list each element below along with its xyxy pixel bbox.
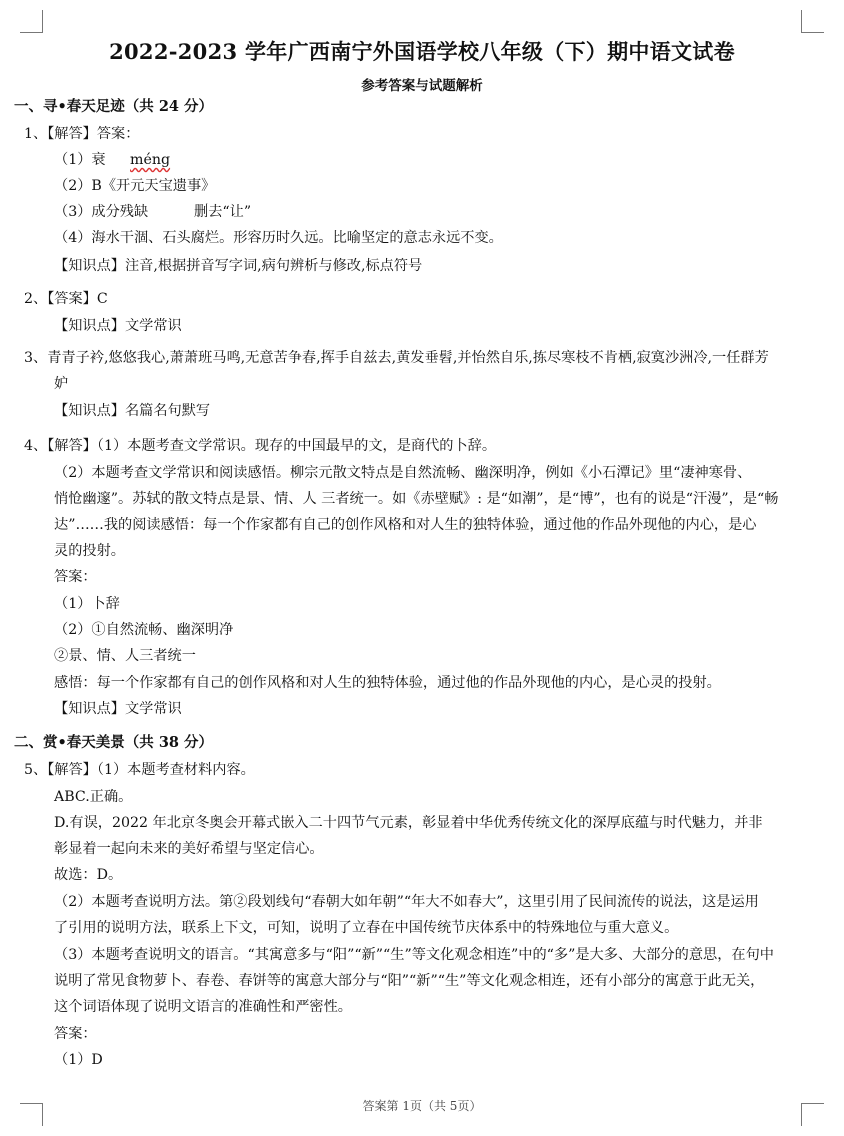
text-line: 感悟：每一个作家都有自己的创作风格和对人生的独特体验，通过他的作品外现他的内心，是心灵的投射。 xyxy=(54,675,721,691)
text-line: 4、【解答】（1）本题考查文学常识。现存的中国最早的文，是商代的卜辞。 xyxy=(24,438,497,454)
text-line: 1、【解答】答案： xyxy=(24,126,140,142)
text-line: 悄怆幽邃”。苏轼的散文特点是景、情、人 三者统一。如《赤壁赋》: 是“如潮”，是“博”，也有的说是“汗漫”，是“畅 xyxy=(54,491,779,507)
section-heading: 二、赏•春天美景（共 38 分） xyxy=(14,734,214,751)
text-line: 删去“让” xyxy=(194,204,252,220)
text-line: 彰显着一起向未来的美好希望与坚定信心。 xyxy=(54,841,324,857)
text-line: 灵的投射。 xyxy=(54,543,125,559)
text-line: 【知识点】注音,根据拼音写字词,病句辨析与修改,标点符号 xyxy=(54,258,423,274)
text-line: （2）B《开元天宝遗事》 xyxy=(54,178,216,194)
text-line: （4）海水干涸、石头腐烂。形容历时久远。比喻坚定的意志永远不变。 xyxy=(54,230,503,246)
text-line: 答案： xyxy=(54,1026,97,1042)
text-line: 说明了常见食物萝卜、春卷、春饼等的寓意大部分与“阳”“新”“生”等文化观念相连，还有小部分的寓意于此无关， xyxy=(54,973,765,989)
document-title: 2022-2023 学年广西南宁外国语学校八年级（下）期中语文试卷 xyxy=(109,39,735,64)
text-line: 了引用的说明方法，联系上下文，可知，说明了立春在中国传统节庆体系中的特殊地位与重大意义。 xyxy=(54,920,679,936)
text-line: （1）D xyxy=(54,1052,103,1068)
text-line: 达”……我的阅读感悟：每一个作家都有自己的创作风格和对人生的独特体验，通过他的作品外现他的内心，是心 xyxy=(54,517,757,533)
text-line: （3）成分残缺 xyxy=(54,204,149,220)
text-line: 3、青青子衿,悠悠我心,萧萧班马鸣,无意苦争春,挥手自兹去,黄发垂髫,并怡然自乐,拣尽寒枝不肯栖,寂寞沙洲冷,一任群芳 xyxy=(24,350,769,366)
text-line: 【知识点】文学常识 xyxy=(54,318,182,334)
text-line: 妒 xyxy=(54,376,69,392)
text-line: （2）本题考查文学常识和阅读感悟。柳宗元散文特点是自然流畅、幽深明净，例如《小石潭记》里“凄神寒骨、 xyxy=(54,465,752,481)
text-line: 【知识点】文学常识 xyxy=(54,701,182,717)
text-line: 这个词语体现了说明文语言的准确性和严密性。 xyxy=(54,999,352,1015)
text-line: （1）卜辞 xyxy=(54,596,120,612)
document-subtitle: 参考答案与试题解析 xyxy=(361,78,483,94)
text-line: 2、【答案】C xyxy=(24,291,108,307)
text-line: D.有误，2022 年北京冬奥会开幕式嵌入二十四节气元素，彰显着中华优秀传统文化的深厚底蕴与时代魅力，并非 xyxy=(54,815,763,831)
text-line: （1）衰 xyxy=(54,152,106,168)
text-line: （2）本题考查说明方法。第②段划线句“春朝大如年朝”“年大不如春大”，这里引用了民间流传的说法，这是运用 xyxy=(54,894,759,910)
text-line: méng xyxy=(130,152,171,168)
text-line: ②景、情、人三者统一 xyxy=(54,648,196,664)
text-line: （3）本题考查说明文的语言。“其寓意多与“阳”“新”“生”等文化观念相连”中的“多”是大多、大部分的意思，在句中 xyxy=(54,947,774,963)
crop-mark-top-right xyxy=(801,10,824,33)
text-line: 【知识点】名篇名句默写 xyxy=(54,403,211,419)
text-line: （2）①自然流畅、幽深明净 xyxy=(54,622,234,638)
page-footer: 答案第 1页（共 5页） xyxy=(362,1099,482,1113)
text-line: ABC.正确。 xyxy=(54,789,133,805)
text-line: 答案： xyxy=(54,569,97,585)
crop-mark-top-left xyxy=(20,10,43,33)
section-heading: 一、寻•春天足迹（共 24 分） xyxy=(14,98,214,115)
text-line: 5、【解答】（1）本题考查材料内容。 xyxy=(24,762,255,778)
text-line: 故选：D。 xyxy=(54,867,123,883)
